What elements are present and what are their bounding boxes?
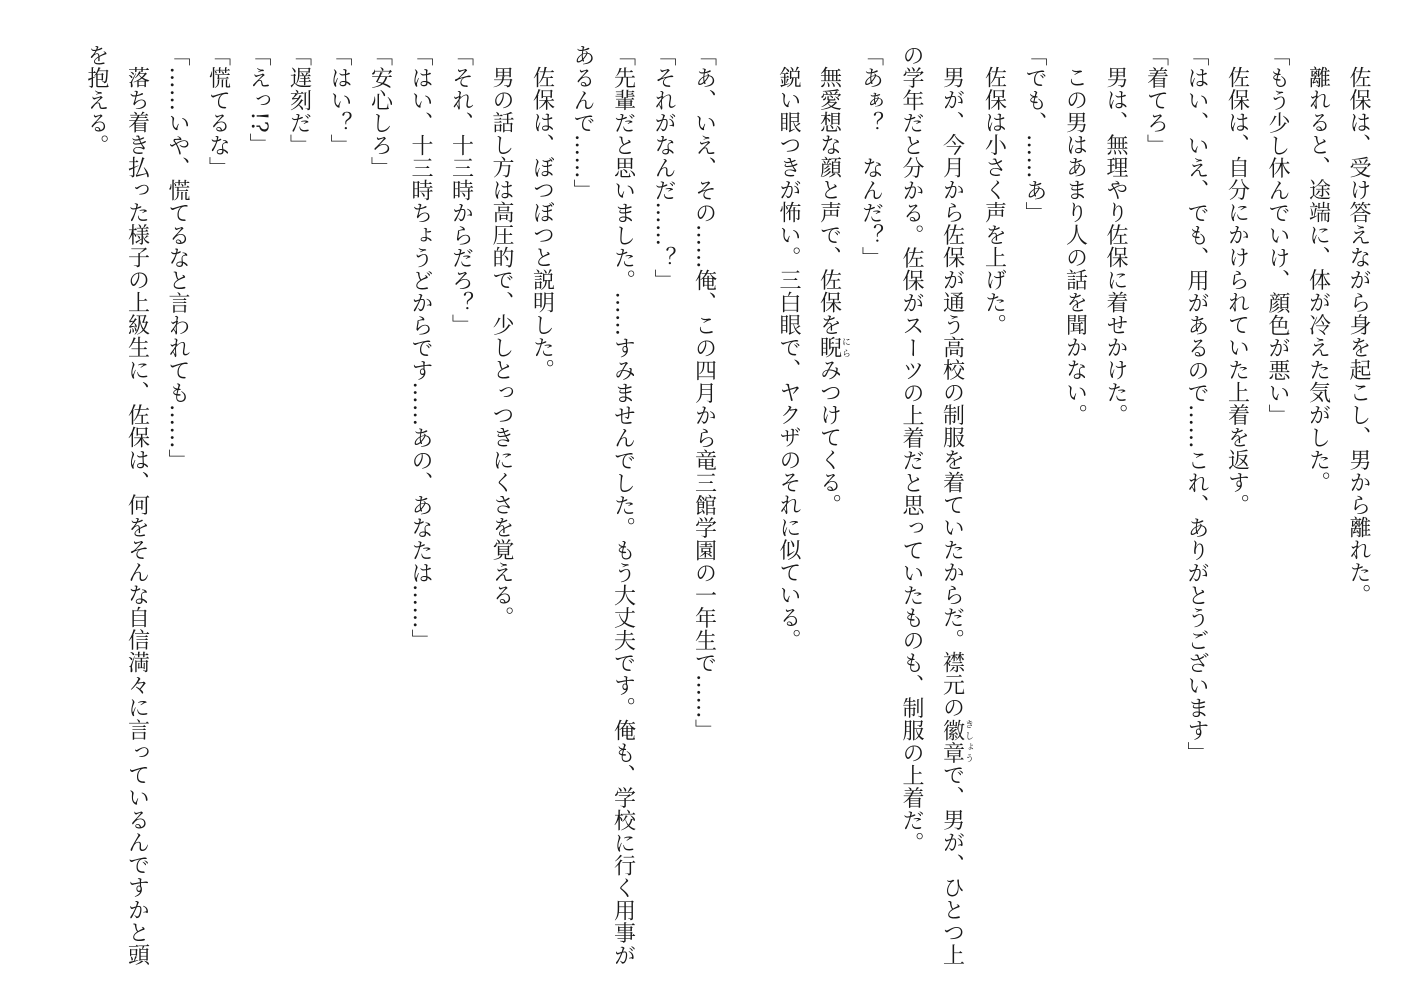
dialogue-line: 「遅刻だ」 bbox=[286, 44, 312, 157]
dialogue-line: 「先輩だと思いました。……すみませんでした。もう大丈夫です。俺も、学校に行く用事があるんで……」 bbox=[570, 44, 636, 967]
dialogue-line: 「でも、……あ」 bbox=[1022, 44, 1047, 224]
ruby-annotation bbox=[939, 718, 973, 764]
dialogue-line: 「えっ!?」 bbox=[246, 44, 271, 156]
paragraph: 佐保は小さく声を上げた。 bbox=[981, 66, 1007, 336]
paragraph-with-ruby bbox=[808, 44, 850, 984]
paragraph: 鋭い眼つきが怖い。三白眼で、ヤクザのそれに似ている。 bbox=[776, 66, 801, 651]
paragraph-text-after: みつけてくる。 bbox=[816, 358, 842, 516]
dialogue-line: 「はい、十三時ちょうどからです……あの、あなたは……」 bbox=[408, 44, 433, 652]
dialogue-line: 「……いや、慌てるなと言われても……」 bbox=[165, 44, 190, 472]
dialogue-line: 「それがなんだ……？」 bbox=[651, 44, 676, 292]
dialogue-line: 「あ、いえ、その……俺、この四月から竜三館学園の一年生で……」 bbox=[691, 44, 717, 742]
dialogue-line: 「安心しろ」 bbox=[367, 44, 393, 179]
paragraph: 男は、無理やり佐保に着せかけた。 bbox=[1103, 66, 1128, 426]
dialogue-line: 「もう少し休んでいけ、顔色が悪い」 bbox=[1265, 44, 1290, 427]
paragraph: 離れると、途端に、体が冷えた気がした。 bbox=[1305, 66, 1331, 494]
paragraph: この男はあまり人の話を聞かない。 bbox=[1062, 66, 1088, 426]
ruby-reading: きしょう bbox=[963, 718, 973, 764]
paragraph: 佐保は、受け答えながら身を起こし、男から離れた。 bbox=[1346, 66, 1371, 606]
dialogue-line: 「はい、いえ、でも、用があるので……これ、ありがとうございます」 bbox=[1184, 44, 1209, 764]
paragraph: 男の話し方は高圧的で、少しとっつきにくさを覚える。 bbox=[489, 66, 514, 629]
dialogue-line: 「はい？」 bbox=[327, 44, 352, 157]
paragraph: 落ち着き払った様子の上級生に、佐保は、何をそんな自信満々に言っているんですかと頭を抱える。 bbox=[84, 44, 150, 966]
dialogue-line: 「それ、十三時からだろ？」 bbox=[448, 44, 474, 337]
paragraph-text-before: 無愛想な顔と声で、佐保を bbox=[816, 66, 842, 336]
ruby-base: 徽章 bbox=[939, 718, 965, 764]
dialogue-line: 「着てろ」 bbox=[1143, 44, 1169, 157]
ruby-reading: にら bbox=[840, 336, 850, 359]
paragraph: 佐保は、ぼつぼつと説明した。 bbox=[529, 66, 555, 381]
ruby-annotation bbox=[816, 336, 850, 359]
dialogue-line: 「慌てるな」 bbox=[205, 44, 231, 179]
paragraph: 佐保は、自分にかけられていた上着を返す。 bbox=[1224, 66, 1250, 516]
paragraph-with-ruby bbox=[891, 44, 974, 984]
dialogue-line: 「あぁ？ なんだ？」 bbox=[858, 44, 884, 269]
ruby-base: 睨 bbox=[816, 336, 842, 359]
vertical-text-body bbox=[18, 44, 1378, 984]
paragraph-text-after: で、男が、ひとつ上の学年だと分かる。佐保がスーツの上着だと思っていたものも、制服の上着だ。 bbox=[899, 44, 965, 966]
paragraph-text-before: 男が、今月から佐保が通う高校の制服を着ていたからだ。襟元の bbox=[939, 66, 965, 719]
